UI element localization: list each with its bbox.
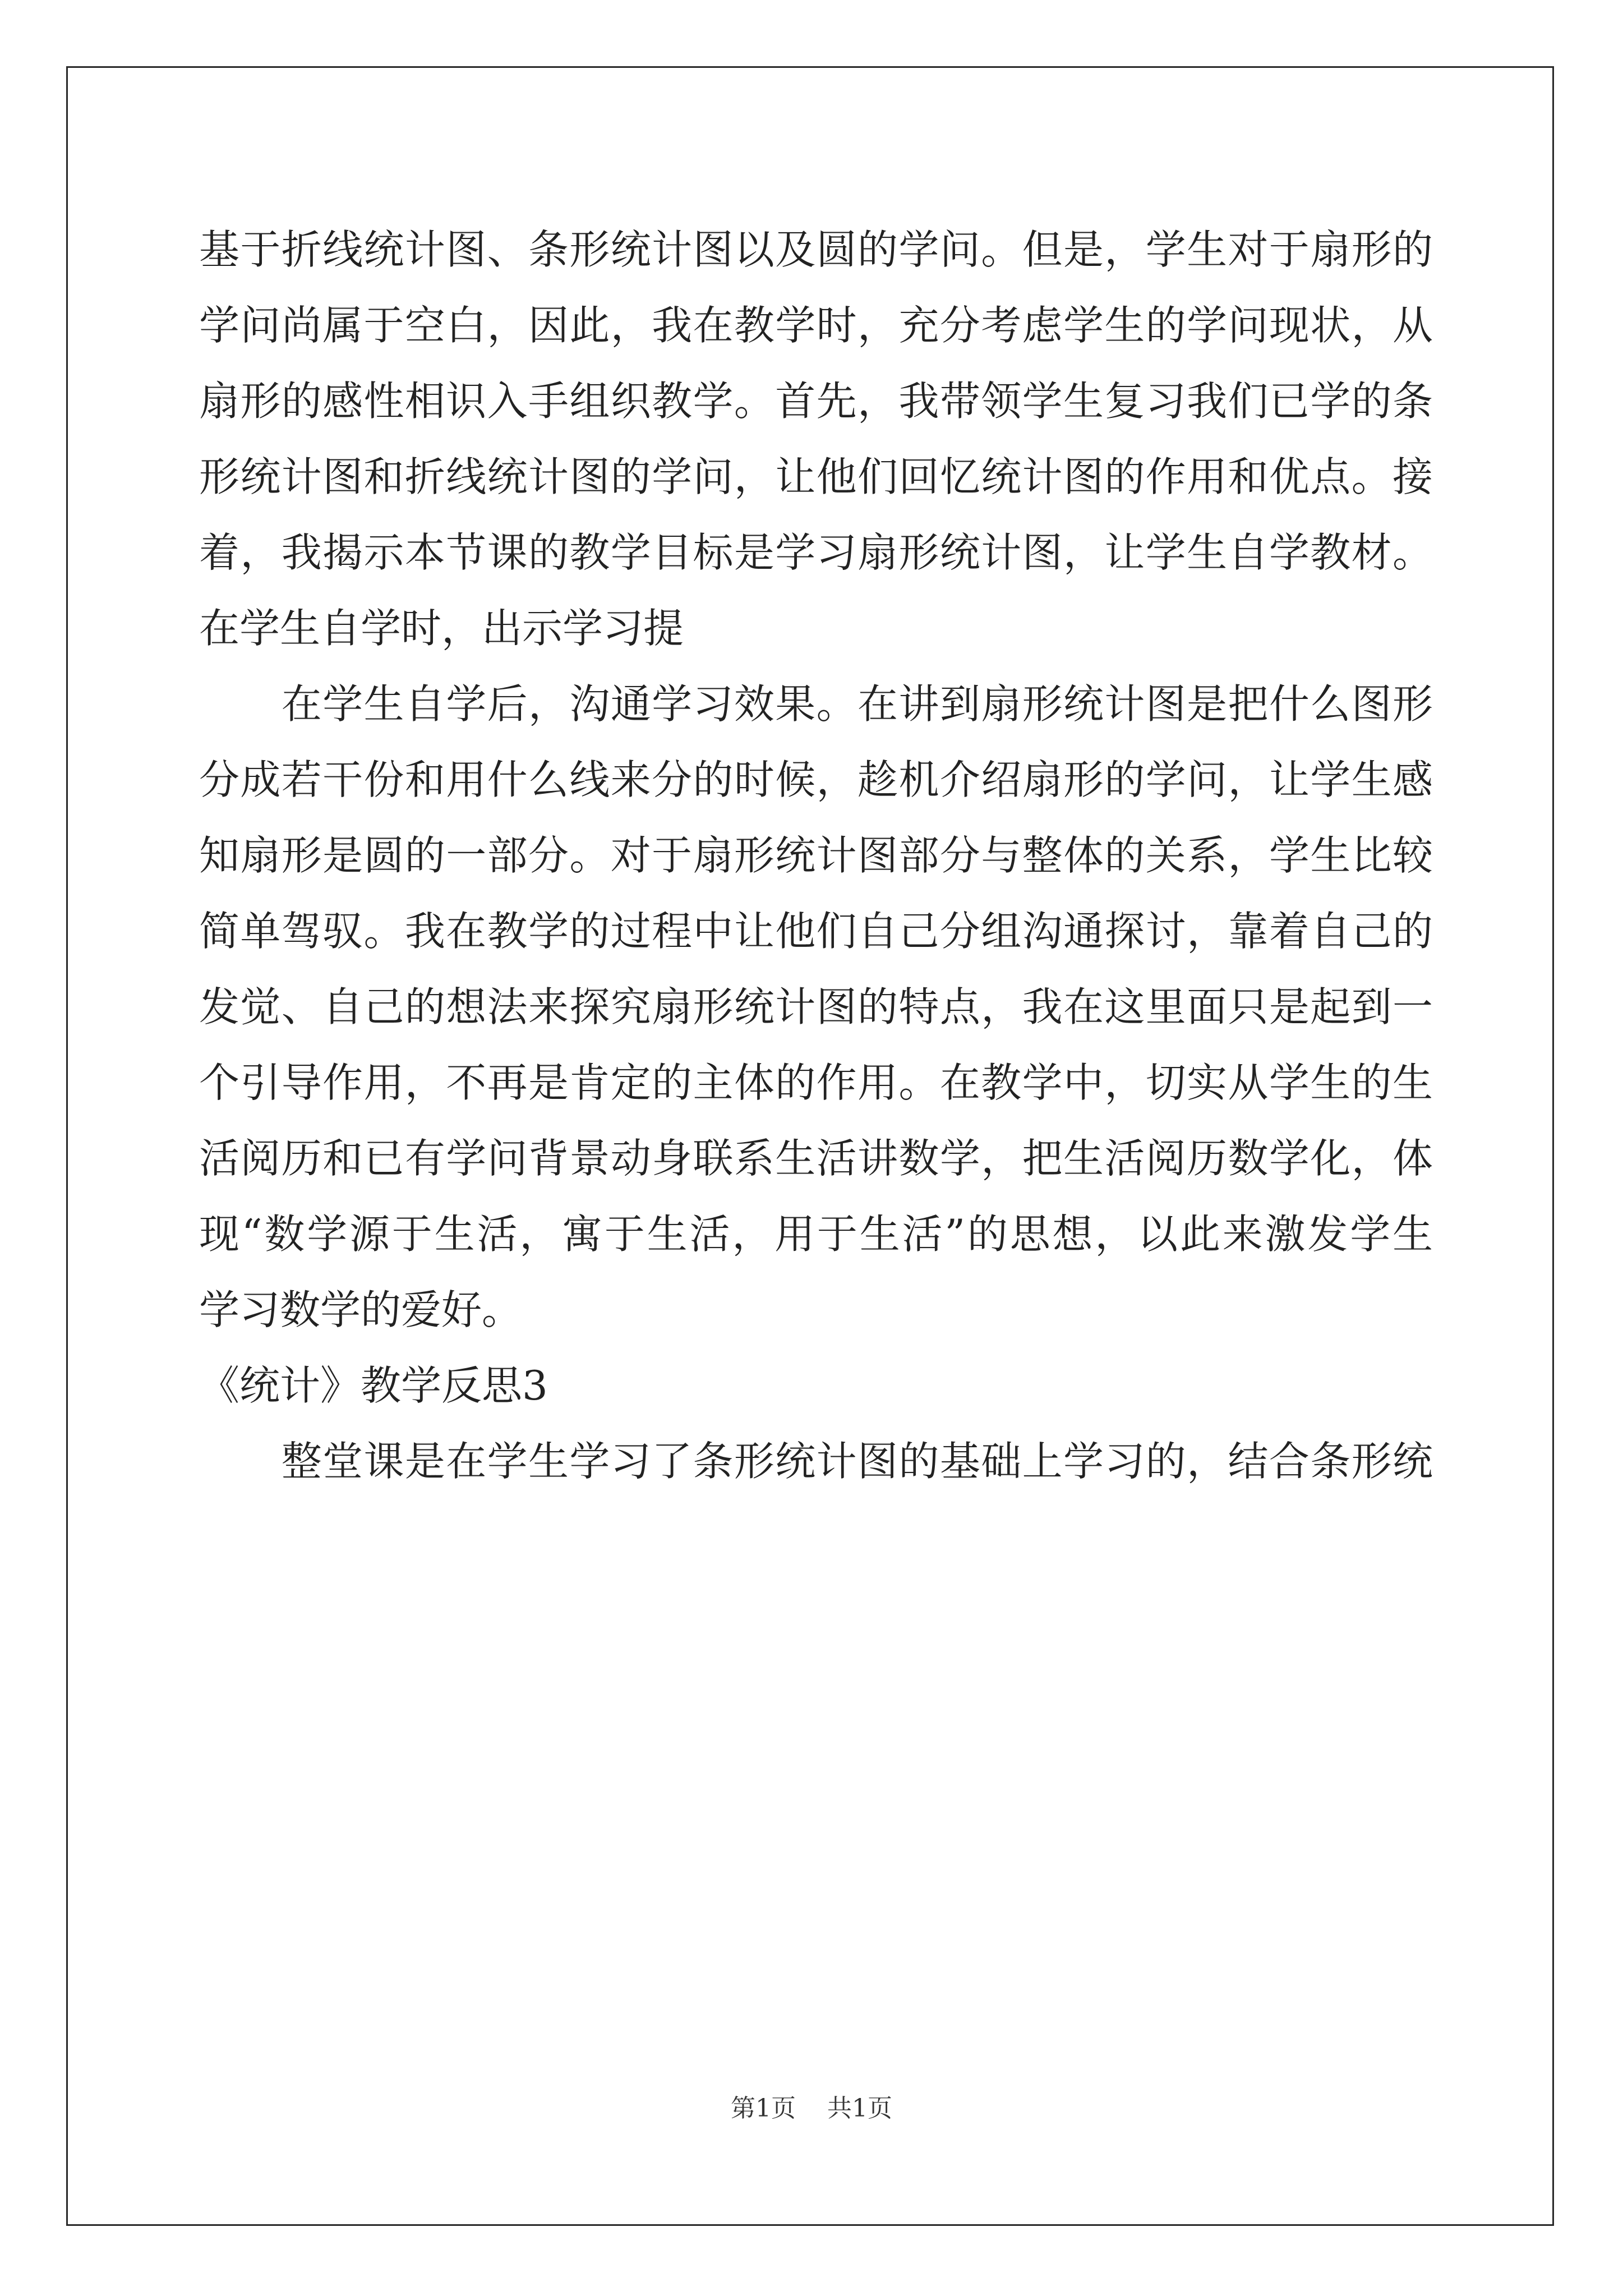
- text-line-15: 学习数学的爱好。: [199, 1286, 523, 1333]
- text-line-14: 现“数学源于生活，寓于生活，用于生活”的思想，以此来激发学生: [199, 1211, 1433, 1258]
- text-line-12: 个引导作用，不再是肯定的主体的作用。在教学中，切实从学生的生: [199, 1059, 1433, 1106]
- text-line-6: 在学生自学时，出示学习提: [199, 605, 684, 652]
- text-line-3: 扇形的感性相识入手组织教学。首先，我带领学生复习我们已学的条: [199, 378, 1433, 425]
- text-line-9: 知扇形是圆的一部分。对于扇形统计图部分与整体的关系，学生比较: [199, 832, 1433, 879]
- text-line-4: 形统计图和折线统计图的学问，让他们回忆统计图的作用和优点。接: [199, 453, 1433, 500]
- section-heading: 《统计》教学反思3: [199, 1362, 548, 1409]
- text-line-5: 着，我揭示本节课的教学目标是学习扇形统计图，让学生自学教材。: [199, 529, 1433, 576]
- text-line-13: 活阅历和已有学问背景动身联系生活讲数学，把生活阅历数学化，体: [199, 1135, 1433, 1182]
- text-line-10: 简单驾驭。我在教学的过程中让他们自己分组沟通探讨，靠着自己的: [199, 908, 1433, 955]
- text-line-11: 发觉、自己的想法来探究扇形统计图的特点，我在这里面只是起到一: [199, 983, 1433, 1030]
- text-line-1: 基于折线统计图、条形统计图以及圆的学问。但是，学生对于扇形的: [199, 226, 1433, 273]
- page-total: 共1页: [827, 2094, 892, 2123]
- text-line-2: 学问尚属于空白，因此，我在教学时，充分考虑学生的学问现状，从: [199, 302, 1433, 349]
- text-line-7: 在学生自学后，沟通学习效果。在讲到扇形统计图是把什么图形: [199, 680, 1433, 728]
- text-line-8: 分成若干份和用什么线来分的时候，趁机介绍扇形的学问，让学生感: [199, 756, 1433, 803]
- page-footer: [0, 2092, 1623, 2125]
- text-line-17: 整堂课是在学生学习了条形统计图的基础上学习的，结合条形统: [199, 1438, 1433, 1485]
- page-number: 第1页: [731, 2094, 796, 2123]
